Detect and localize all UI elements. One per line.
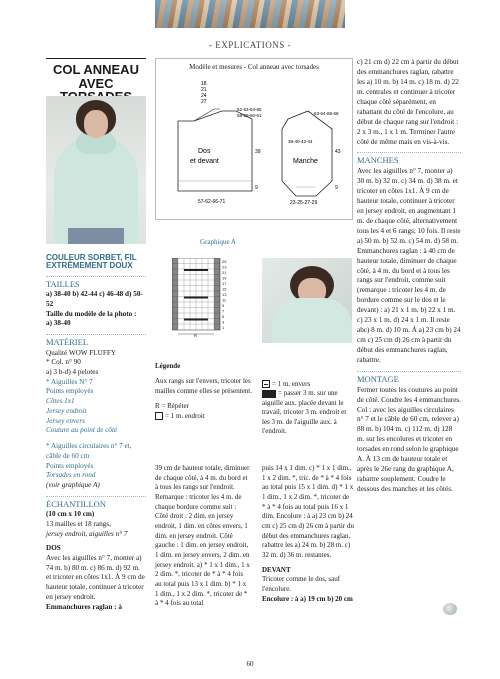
sleeve-outline [282,111,332,196]
voir-graphique: (voir graphique A) [46,480,100,489]
legend-2 [262,380,354,437]
row-label: 21 [222,270,227,275]
row-label: 19 [222,275,227,281]
text-column-b [262,464,354,604]
montage-heading: MONTAGE [357,371,461,386]
column-a-text: 39 cm de hauteur totale, diminuer de chaque côté, à 4 m. du bord et à tous les rangs sur l'endroit. Remarque : tricoter les 4 m. de chaque bordure comme suit : Côté droit : 2 dim. en jersey endroit, 1 dim. en côtes envers, 1 dim. en jersey endroit. Côté gauche : 1 dim. en jersey endroit, 1 dim. en jersey envers, 2 dim. en jersey endroit. a) * 1 x 1 dim., 1 x 2 dim. *, tricoter de * à * 4 fois au total puis 13 x 1 dim. b) * 1 x 1 dim., 1 x 2 dim. *, tricoter de * à * 4 fois au total [155,464,250,608]
col-number: * Col. n° 90 [46,358,81,367]
tailles-heading: TAILLES [46,276,146,290]
row-labels [222,259,227,330]
row-label: 3 [222,319,225,325]
cotes: Côtes 1x1 [46,397,75,406]
taille-modele: Taille du modèle de la photo : [46,309,137,318]
legend-text: Aux rangs sur l'envers, tricoter les mailles comme elles se présentent. [155,377,252,395]
dos-label-1: Dos [198,148,211,155]
collar-detail-photo [262,258,352,343]
devant-heading: DEVANT [262,565,291,574]
aiguilles-7: * Aiguilles N° 7 [46,377,93,386]
dos-label-2: et devant [190,158,219,165]
row-label: 23 [222,264,227,270]
top-numbers: 18 21 24 27 [201,81,207,105]
jersey-envers: Jersey envers [46,416,85,425]
row-label: 25 [222,259,227,264]
row-label: 17 [222,281,227,286]
measurement-diagram [155,58,353,220]
shoulder-numbers-2: 58-59-60-61 [237,113,262,118]
taille-modele-value: a) 38-40 [46,319,71,328]
face-shape [84,110,108,138]
row-label: 1 [222,325,225,330]
side-39: 39 [255,149,261,155]
couture: Couture au point de côté [46,426,118,435]
jeans-shape [68,228,124,244]
column-1-text [46,248,146,612]
row-label: 15 [222,286,227,292]
legend-torsade-row [262,389,354,436]
jersey-endroit: Jersey endroit [46,406,87,415]
legend-repeat: R = Répéter [155,402,189,411]
model-photo [46,96,146,244]
legend-endroit-row [155,412,255,421]
points-heading-2: Points employés [46,461,94,470]
devant-last: Encolure : à a) 19 cm b) 20 cm [262,594,353,603]
envers-symbol [262,380,270,388]
section-header: - EXPLICATIONS - [209,40,291,50]
legend [155,362,255,421]
manche-label: Manche [293,158,318,165]
pattern-title: COL ANNEAU AVEC [46,58,146,104]
yarn-ball-icon [443,603,457,615]
repeat-label: R [194,333,197,338]
dos-text: Avec les aiguilles n° 7, monter a) 74 m. b) 80 m. c) 86 m. d) 92 m. et tricoter en côtes 1x1. À 9 cm de hauteur totale, continuer à tricoter en jersey endroit. [46,554,145,601]
side-9: 9 [255,185,258,191]
column-b-text: puis 14 x 1 dim. c) * 1 x 1 dim., 1 x 2 dim. *, tric. de * à * 4 fois au total puis 15 x 1 dim. d) * 1 x 1 dim., 1 x 2 dim. *, tricoter de * à * 4 fois au total puis 16 x 1 dim. Encolure : à a) 23 cm b) 24 cm c) 25 cm d) 26 cm à partir du début des emmanchures raglan, rabattre les a) 24 m. b) 28 m. c) 32 m. d) 36 m. restantes. [262,464,354,559]
legend-envers: = 1 m. envers [272,380,311,388]
row-label: 13 [222,292,227,297]
devant-text: Tricoter comme le dos, sauf l'encolure. [262,575,341,593]
pelotes: a) 3 b-d) 4 pelotes [46,368,99,377]
yarn-strip-image [155,0,345,28]
row-label: 5 [222,314,225,319]
text-column-a [155,464,251,609]
echantillon-heading: ÉCHANTILLON [46,496,146,510]
graph-title: Graphique A [200,238,236,246]
bottom-dos: 57-62-66-71 [198,199,226,205]
body-outline [178,111,252,191]
qualite: Qualité WOW FLUFFY [46,348,117,357]
aiguilles-circulaires: * Aiguilles circulaires n° 7 et, câble de 60 cm [46,442,132,460]
graph-a-chart [172,258,234,338]
collar-knit [272,298,352,343]
tailles-values: a) 38-40 b) 42-44 c) 46-48 d) 50-52 [46,290,143,308]
row-label: 9 [222,303,225,308]
manche-top: 63-64-65-66 [314,111,339,116]
diagram-title: Modèle et mesures - Col anneau avec torsades [189,63,319,71]
subtitle: COULEUR SORBET, FIL EXTRÊMEMENT DOUX [46,253,137,271]
col4-text-1: c) 21 cm d) 22 cm à partir du début des emmanchures raglan, rabattre les a) 10 m. b) 14 m. c) 18 m. d) 22 m. centrales et continuer à tricoter chaque côté séparément, en rabattant du côté de l'encolure, au début de chaque rang sur l'endroit : 2 x 3 m., 1 x 1 m. Terminer l'autre côté de même mais en vis-à-vis. [357,58,459,146]
torsades: Torsades en rond [46,471,96,480]
legend-title: Légende [155,362,181,370]
legend-torsade: = passer 3 m. sur une aiguille aux. placée devant le travail, tricoter 3 m. endroit et les 3 m. de l'aiguille aux. à l'endroit. [262,389,347,436]
col4-text-2: Avec les aiguilles n° 7, monter a) 30 m. b) 32 m. c) 34 m. d) 38 m. et tricoter en côtes 1x1. À 9 cm de hauteur totale, continuer à tricoter en jersey endroit, en augmentant 1 m. de chaque côté, alternativement tous les 4 et 6 rangs, 10 fois. Il reste a) 50 m. b) 52 m. c) 54 m. d) 58 m. Emmanchures raglan : à 40 cm de hauteur totale, diminuer de chaque côté, à 4 m. du bord et à tous les rangs sur l'endroit, comme suit (remarque : tricoter les 4 m. de bordure comme sur le dos et le devant) : a) 21 x 1 m. b) 22 x 1 m. c) 23 x 1 m. d) 24 x 1 m. Il reste abc) 8 m. d) 10 m. À a) 23 cm b) 24 cm c) 25 cm d) 26 cm à partir du début des emmanchures raglan, rabattre. [357,167,461,364]
materiel-heading: MATÉRIEL [46,334,146,348]
torsade-symbol [262,390,276,398]
manche-bottom: 23-25-27-29 [290,200,318,206]
legend-endroit: = 1 m. endroit [165,411,205,420]
dos-last-line: Emmanchures raglan : à [46,602,122,611]
row-label: 7 [222,308,225,314]
manches-heading: MANCHES [357,152,461,167]
shoulder-numbers-1: 62-63-64-65 [237,107,262,112]
echantillon-size: (10 cm x 10 cm) [46,510,95,519]
endroit-symbol [155,412,163,420]
row-label: 11 [222,297,227,303]
page-number: 60 [246,660,254,668]
manche-43: 43 [335,149,341,155]
dos-heading: DOS [46,544,61,553]
echantillon-mailles: 13 mailles et 18 rangs, [46,519,111,528]
points-heading: Points employés [46,387,94,396]
diagram-svg [156,71,352,216]
echantillon-aiguilles: jersey endroit, aiguilles n° 7 [46,529,128,538]
col4-text-3: Fermer toutes les coutures au point de côté. Coudre les 4 emmanchures. Col : avec les aiguilles circulaires n° 7 et le câble de 60 cm, relever a) 88 m. b) 104 m. c) 112 m. d) 128 m. sur les encolures et tricoter en torsades en rond selon le graphique A. À 13 cm de hauteur totale et après le 26e rang du graphique A, rabattre souplement. Coudre le dessous des manches et les côtés. [357,385,461,493]
column-4 [357,58,461,495]
manche-mid: 38-40-42-44 [288,139,313,144]
legend-envers-row [262,380,354,389]
manche-9: 9 [335,185,338,191]
